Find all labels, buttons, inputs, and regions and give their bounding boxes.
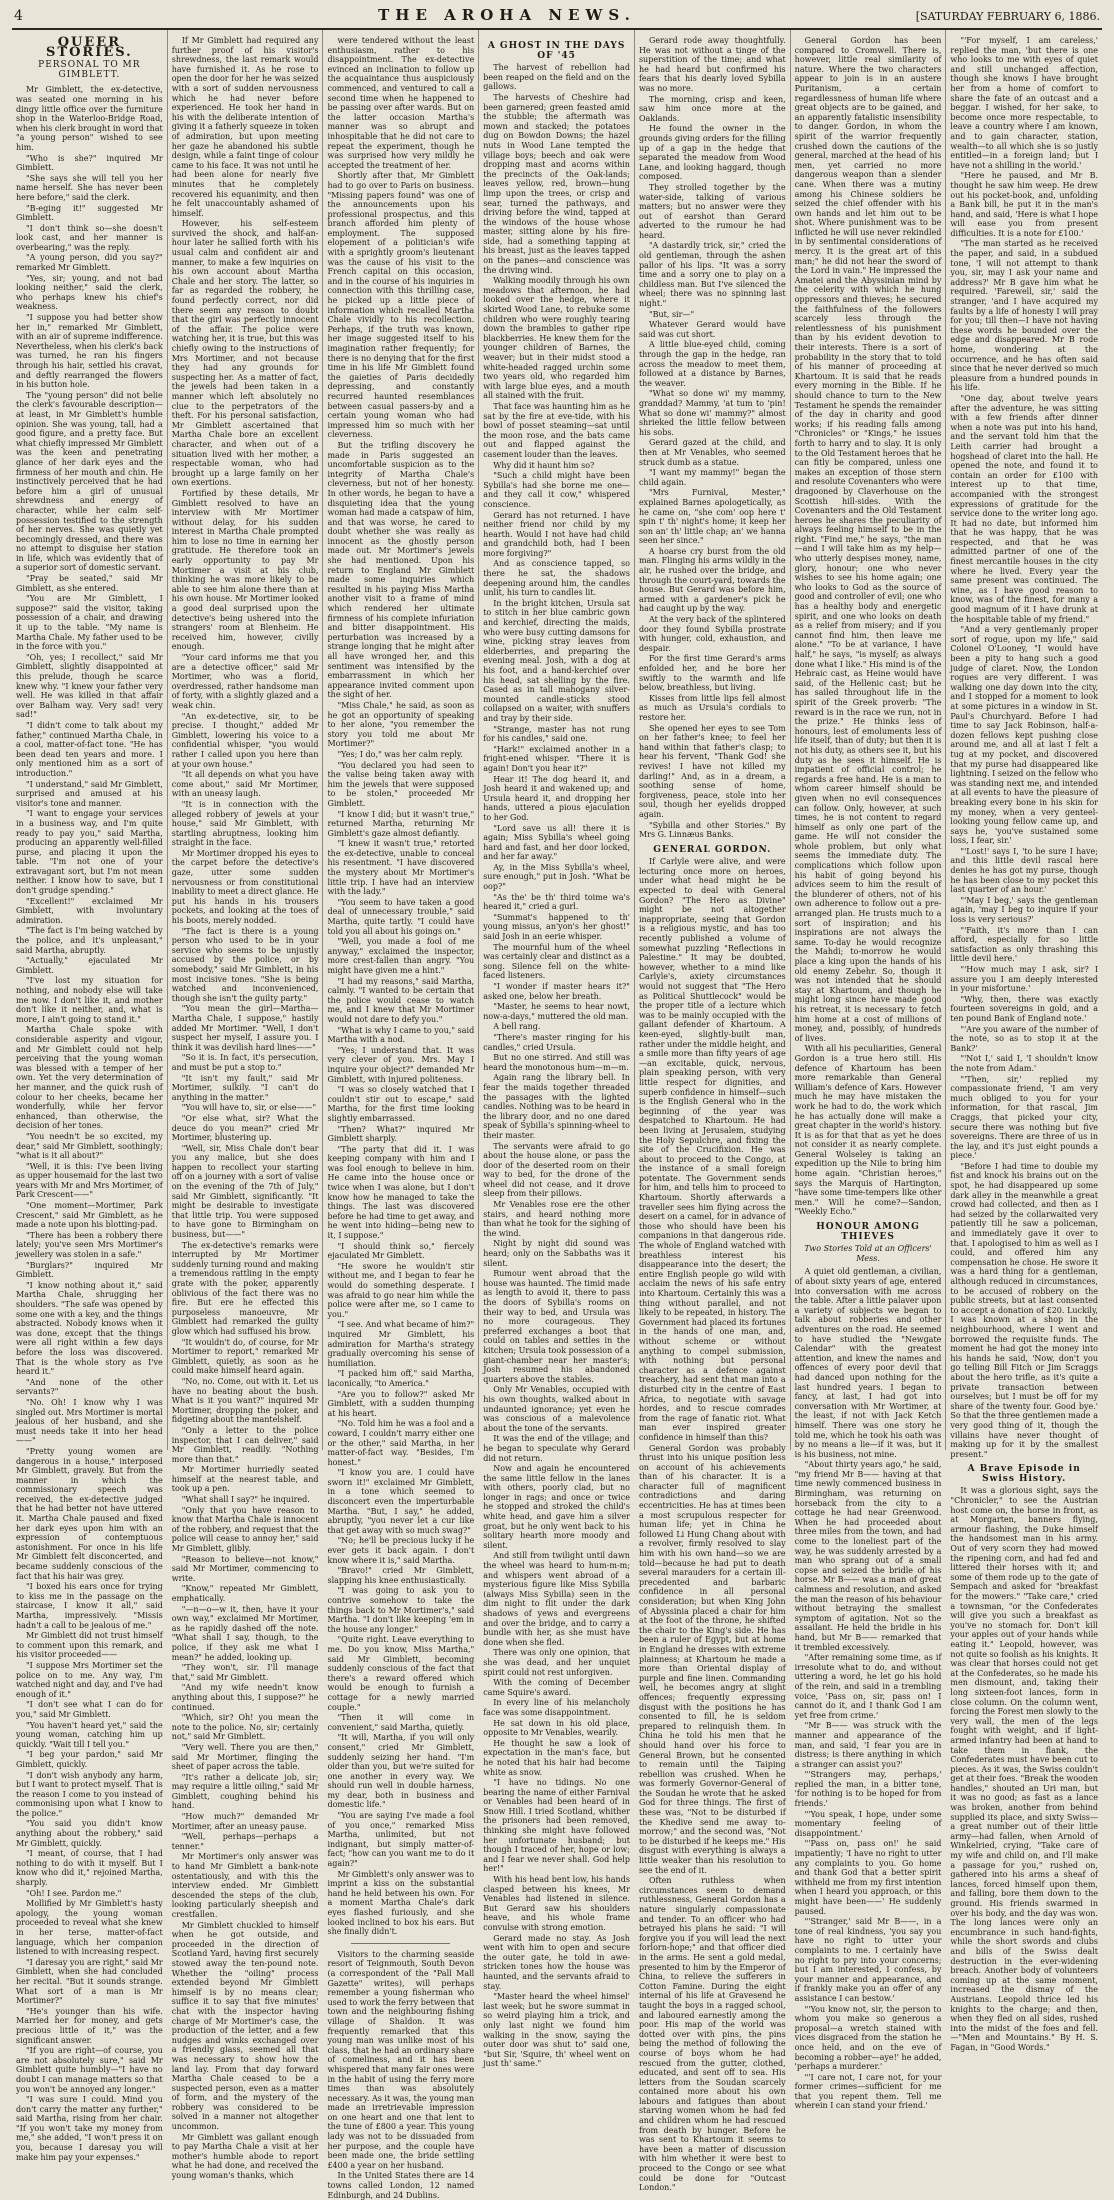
- paragraph: "An ex-detective, sir, to be precise. I thought," added Mr Gimblett, lowering his voice to a confidential whisper, "you would rather I called upon you here than at your own house.": [171, 711, 319, 769]
- paragraph: Mr Mortimer hurriedly seated himself at the nearest table, and took up a pen.: [171, 1465, 319, 1494]
- paragraph: With his head bent low, his hands clasped between his knees, Mr Venables had listened in silence. But Gerard saw his shoulders heave, and his whole frame convulse with strong emotion.: [483, 1875, 630, 1932]
- paragraph: "B-eging it!" suggested Mr Gimblett.: [16, 203, 163, 223]
- paragraph: "He's younger than his wife. Married her for money, and gets precious little of it," was the significant answer.: [16, 2006, 163, 2045]
- paragraph: "Miss Chale," he said, as soon as he got an opportunity of speaking to her alone, "you remember the story you told me about Mr Mortimer?": [327, 700, 475, 749]
- paragraph: "It's rather a delicate job, sir; may require a little oiling," said Mr Gimblett, coughing behind his hand.: [171, 1772, 319, 1811]
- paragraph: "I boxed his ears once for trying to kiss me in the passage on the staircase, I know it all," said Martha, impressively. "Missis hadn't a call to be jealous of me.": [16, 1582, 163, 1630]
- paragraph: "Well, it is this: I've been living as upper housemaid for the last two years with Mr and Mrs Mortimer, of Park Crescent——": [16, 1161, 163, 1200]
- paragraph: "Yes; I do," was her calm reply.: [337, 749, 463, 759]
- paragraph: Hear it! The dog heard it, and Josh heard it and wakened up; and Ursula heard it, and dropping her hands, uttered a pious ejaculation to her God.: [483, 774, 630, 822]
- paragraph: With all his peculiarities, General Gordon is a true hero still. His defence of Khartoum has been more remarkable than General William's defence of Kars. However much he may have mistaken the work he had to do, the work which he has actually done will make a great chapter in the world's history. It is as for that that as yet he does not consider it as nearly complete. General Wolseley is taking an expedition up the Nile to bring him home again. "Christian heroes," says the Marquis of Hartington, "have some time-tempers like other men." Will he come?—Sandon, "Weekly Echo.": [794, 1044, 942, 1217]
- paragraph: "I was going to ask you to contrive somehow to take the things back to Mr Mortimer's," said Martha. "I don't like keeping 'em in the house any longer.": [327, 1586, 475, 1634]
- paragraph: "Sybilla and other Stories." By Mrs G. Linnæus Banks.: [638, 820, 786, 840]
- paragraph: It was the end of the village; and he began to speculate why Gerard did not return.: [483, 1434, 630, 1463]
- paragraph: "'Stranger,' said Mr B——, in a tone of real kindness, 'you say you have no right to utter your complaints to me. I certainly have no right to pry into your concerns; but I am interested, I confess, by your manner and appearance, and if frankly make you an offer of any assistance I can bestow.': [794, 1917, 942, 2003]
- paragraph: "—n—o—w it, then, have it your own way," exclaimed Mr Mortimer, as he rapidly dashed off the note. "What shall I say, though, to the police, if they ask me what I mean?" he added, looking up.: [171, 1604, 319, 1662]
- paragraph: "It all depends on what you have come about," said Mr Mortimer, with an uneasy laugh.: [171, 770, 319, 799]
- paragraph: "'May I beg,' says the gentleman again, 'may I beg to inquire if your loss is very serious?': [950, 895, 1098, 925]
- paragraph: "The fact is there is a young person who used to be in your service who seems to be unjustly accused by the police, or by somebody," said Mr Gimblett, in his most incisive tones. "She is being watched and inconvenienced, though she isn't the guilty party.": [171, 926, 319, 1003]
- paragraph: "No. Told him he was a fool and a coward, I couldn't marry either one or the other," said Martha, in her matter-of-fact way. "Besides, I'm honest.": [327, 1419, 475, 1467]
- paragraph: "If you are right—of course, you are not absolutely sure," said Mr Gimblett quite humbly—"I have no doubt I can manage matters so that you won't be annoyed any longer.": [16, 2046, 163, 2094]
- paragraph: "Well, sir, Miss Chale don't bear you any malice, but she does happen to recollect your starting off on a journey with a sort of valise on the evening of the 7th of July," said Mr Gimblett, significantly. "It might be desirable to investigate that little trip. You were supposed to have gone to Birmingham on business, but——": [171, 1143, 319, 1240]
- paragraph: "I suppose Mrs Mortimer set the police on to me. Any way, I'm watched night and day, and I've had enough of it.": [16, 1660, 163, 1699]
- paragraph: "The party that did it. I was keeping company with him and I was fool enough to believe in him. He came into the house once or twice when I was alone, but I don't know how he managed to take the things. The last was discovered before he had time to get away, and he went into hiding—being new to it, I suppose.": [327, 1144, 475, 1241]
- paragraph: "You needn't be so excited, my dear," said Mr Gimblett, soothingly; "what is it all about?": [16, 1131, 163, 1161]
- paragraph: "'You know not, sir, the person to whom you make so generous a proposal—a wretch stained with vices disgraced from the station he once held, and on the eve of becoming a robber—aye!' he added, 'perhaps a murderer.': [794, 2004, 942, 2072]
- paragraph: "You declared you had seen to the valise being taken away with him the jewels that were supposed to be stolen," proceeded Mr Gimblett.: [327, 760, 475, 808]
- paragraph: "I beg your pardon," said Mr Gimblett, quickly.: [16, 1750, 163, 1769]
- paragraph: "You seem to have taken a good deal of unnecessary trouble," said Martha, quite tartly. "I could have told you all about his goings on.": [327, 897, 475, 936]
- column-4: [479, 30, 635, 2069]
- paragraph: "I suppose you had better show her in," remarked Mr Gimblett, with an air of supreme indifference. Nevertheless, when his clerk's back was turned, he ran his fingers through his hair, settled his cravat, and deftly rearranged the flowers in his button hole.: [16, 313, 163, 390]
- paragraph: A bell rang.: [493, 1022, 541, 1032]
- paragraph: "What shall I say?" he inquired.: [181, 1495, 310, 1505]
- paragraph: At the very back of the splintered door they found Sybilla prostrate with hunger, cold, exhaustion, and despair.: [638, 615, 786, 653]
- paragraph: "I meant, of course, that I had nothing to do with it myself. But I know who did it," rejoined Martha, sharply.: [16, 1849, 163, 1888]
- paragraph: "'Faith, it's more than I can afford, especially for so little satisfaction as only thrashing this little devil here.': [950, 925, 1098, 964]
- paragraph: The harvests of Cheshire had been garnered; green feasted amid the stubble; the aftermath was mown and stacked; the potatoes dug on Bowdon Downs; the hazel nuts in Wood Lane tempted the village boys; beech and oak were dropping mast and acorns within the precincts of the Oak-lands; leaves yellow, red, brown—hung limp upon the trees, or crisp and sear, turned the pathways, and driving before the wind, tapped at the windows of the house whose master, sitting alone by his fire-side, had a something tapping at his breast, just as the leaves tapped on the panes—and conscience was the driving wind.: [483, 92, 630, 275]
- paragraph: "Then it will come in convenient," said Martha, quietly.: [327, 1713, 475, 1732]
- paragraph: "Mrs Furnival, Mester," explained Barnes apologetically, as he came on, "she com' oop here t' spin t' th' night's home; it keep her son an' th' little chap; an' we hanna seen her since.": [638, 488, 786, 546]
- paragraph: "Here he paused, and Mr B. thought he saw him weep. He drew out his pocket-book, and, unfolding a Bank bill, he put it in the man's hand, and said, 'Here is what I hope will ease you from present difficulties. It is a note for £100.': [950, 171, 1098, 238]
- paragraph: In the bright kitchen, Ursula sat to stitch in her blue cambric gown and kerchief, directing the maids, who were busy cutting damsons for wine, picking stray leaves from elderberries, and preparing the evening meal. Josh, with a dog at his foot, and a hand-kerchief over his head, sat shelling by the fire. Cased as in tall mahogany silver-mounted candle-sticks stood collapsed on a waiter, with snuffers and tray by their side.: [483, 598, 630, 723]
- paragraph: "Very well. There you are then," said Mr Mortimer, flinging the sheet of paper across the table.: [171, 1742, 319, 1772]
- paragraph: Why did it haunt him so?: [493, 460, 595, 470]
- paragraph: "Yes, sir; young, and not bad looking neither," said the clerk, who perhaps knew his chief's weakness.: [16, 273, 163, 312]
- paragraph: "One day, about twelve years after the adventure, he was sitting with a few friends after dinner when a note was put into his hand, and the servant told him that the Leith carrier had brought a hogshead of claret into the hall. He opened the note, and found it to contain an order for £100 with interest up to that time, accompanied with the strongest expressions of gratitude for the service done to the writer long ago. It had no date, but informed him that he was happy, that he was respected, and that he was admitted partner of one of the finest mercantile houses in the city where he lived. Every year the same present was continued. The wine, as I have good reason to know, was of the finest, for many a good magnum of it I have drunk at the hospitable table of my friend.": [950, 393, 1098, 624]
- paragraph: General Gordon was probably thrust into his unique position less on account of his achievements than of his character. It is a character full of magnificent contradictions and daring eccentricities. He has at times been a most scrupulous respecter for human life; yet in China he followed Li Hung Chang about with a revolver, firmly resolved to slay him with his own hand—so we are told—because he had put to death several marauders for a certain ill-precedented and barbaric confidence in all personal consideration; but when King John of Abyssinia placed a chair for him at the foot of the throne, he shifted the chair to the King's side. He has been a ruler of Egypt, but at home in England he dresses with extreme plainness; at Khartoum he made a more than Oriental display of purple and fine linen. Commanding well, he becomes angry at slight offences; frequently expressing disgust with the positions he has consented to fill, he is seldom prepared to relinquish them. In China he told his men that he should hand over his force to General Brown, but he consented to remain until the Taiping rebellion was crushed. When he was formerly Governor-General of the Soudan he wrote that he asked God for three things. The first of these was, "Not to be disturbed if the Khedive send me away to-morrow;" and the second was, "Not to be disturbed if he keeps me." His disgust with everything is always a little weaker than his resolution to see the end of it.: [638, 1443, 786, 1875]
- paragraph: "Oh, yes; I recollect," said Mr Gimblett, slightly disappointed at this prelude, though he scarce knew why. "I knew your father very well. He was killed in that affair over Balham way. Very sad! very sad!": [16, 652, 163, 720]
- paragraph: "As the' be th' third toime wa's heared it," cried a gurl.: [483, 892, 630, 912]
- paragraph: Only Mr Venables, occupied with his own thoughts, walked about in undaunted ignorance; yet even he was conscious of a malevolence about the tone of the servants.: [483, 1385, 630, 1433]
- paragraph: "I had my reasons," said Martha, calmly. "I wanted to be certain that the police would cease to watch me, and I knew that Mr Mortimer would not dare to defy you.": [327, 976, 475, 1024]
- paragraph: "Only that you have reason to know that Martha Chale is innocent of the robbery, and request that the police will cease to annoy her," said Mr Gimblett, glibly.: [171, 1505, 319, 1554]
- paragraph: "I don't wish anybody any harm, but I want to protect myself. That is the reason I come to you instead of commonising upon what I know to the police.": [16, 1770, 163, 1818]
- paragraph: "'I care not, I care not, for your former crimes—sufficient for me that you repent them. Tell me wherein I can stand your friend.': [794, 2072, 942, 2111]
- paragraph: "It will, Martha, if you will only consent," cried Mr Gimblett, suddenly seizing her hand. "I'm older than you, but we're suited for one another in every way. We should run well in double harness, my dear, both in business and domestic life.": [327, 1733, 475, 1810]
- paragraph: "I packed him off," said Martha, laconically, "to America.": [327, 1369, 475, 1388]
- paragraph: "Well, you made a fool of me anyway," exclaimed the inspector, more crest-fallen than angry. "You might have given me a hint.": [327, 937, 475, 975]
- paragraph: "There's master ringing for his candles," cried Ursula.: [483, 1032, 630, 1052]
- paragraph: "I want to engage your services in a business way, and I'm quite ready to pay you," said Martha, producing an apparently well-filled purse, and placing it upon the table. "I'm not one of your extravagant sort, but I'm not mean neither. I know how to save, but I don't grudge spending.": [16, 809, 163, 896]
- paragraph: Gerard has not returned. I have neither friend nor child by my hearth. Would I not have had child and grandchild both, had I been more forgiving?": [483, 510, 630, 558]
- paragraph: "I have no tidings. No one bearing the name of either Farnival or Venables had been heard of in Snow Hill. I tried Scotland, whither the prisoners had been removed, thinking she might have followed her unfortunate husband; but though I traced of her, hope or low; and I fear we never shall. God help her!": [483, 1778, 630, 1874]
- issue-date: [SATURDAY FEBRUARY 6, 1886.: [915, 10, 1100, 23]
- paragraph: "I know I did; but it wasn't true," returned Martha, returning Mr Gimblett's gaze almost defiantly.: [327, 809, 475, 838]
- paragraph: "Summat's happened to th' young missus, an'yon's her ghost!" said Josh in an eerie whisper.: [483, 912, 630, 942]
- paragraph: "You will have to, sir, or else——": [181, 1103, 317, 1113]
- paragraph: "Well, perhaps—perhaps a tenner.": [171, 1832, 319, 1851]
- article-heading: QUEER STORIES.: [46, 35, 133, 60]
- article-heading: PERSONAL TO MR GIMBLETT.: [38, 60, 141, 80]
- paragraph: "You haven't heard yet," said the young woman, catching him up quickly. "Wait till I tell you.": [16, 1720, 163, 1749]
- paragraph: Rumour went abroad that the house was haunted. The timid made as length to avoid it, there to pass the doors of Sybilla's rooms on their way to bed, and Ursula was no more courageous. They preferred exchanges a boot that could on tables and settles in the kitchen; Ursula took possession of a giant-chamber near her master's; Josh resumed his abandoned quarters above the stables.: [483, 1269, 630, 1384]
- paragraph: The morning, crisp and keen, saw him once more at the Oaklands.: [638, 94, 786, 123]
- paragraph: "'You speak, I hope, under some momentary feeling of disappointment.': [794, 1809, 942, 1838]
- paragraph: "The man started as he received the paper, and said, in a subdued tone, 'I will not attempt to thank you, sir, may I ask your name and address?' Mr B gave him what he required. 'Farewell, sir,' said the stranger, 'and I have acquired my faults by a life of honesty I will pray for you; till then—I have not having these words he bounded over the edge and disappeared. Mr B rode home, wondering at the occurrence, and he has often said since that he never derived so much pleasure from a hundred pounds in his life.: [950, 239, 1098, 393]
- newspaper-title: THE AROHA NEWS.: [378, 6, 636, 24]
- paragraph: Kisses from little lips fell almost as much as Ursula's cordials to restore her.: [638, 693, 786, 722]
- paragraph: "I was sure I could. Mind you don't carry the matter any further," said Martha, rising from her chair. "If you won't take my money from me," she added, "I won't press it on you, because I daresay you will make him pay your expenses.": [16, 2095, 163, 2162]
- paragraph: "Actually," ejaculated Mr Gimblett.: [16, 956, 163, 975]
- column-6: [791, 30, 947, 2111]
- paragraph: Mr Gimblett was gallant enough to pay Martha Chale a visit at her mother's humble abode to report what he had done, and received the young woman's thanks, which: [171, 2132, 319, 2181]
- paragraph: "I want my mammy!" began the child again.: [638, 468, 786, 487]
- paragraph: "'Not I,' said I, 'I shouldn't know the note from Adam.': [950, 1054, 1098, 1073]
- paragraph: "He swore he wouldn't stir without me, and I began to fear he would do something desperate. I was afraid to go near him while the police were after me, so I came to you.": [327, 1261, 475, 1319]
- paragraph: "No. Oh! I know why I was singled out. Mrs Mortimer is mortal jealous of her husband, and she must needs take it into her head——": [16, 1397, 163, 1446]
- paragraph: "Master heard the wheel himsel' last week; but he swore summat in so weird playing him a trick, and only last night we found him walking in the snow, saying the outer door was shut to" said one, "but Sir, 'Squire, th' wheel went on just th' same.": [483, 1992, 630, 2069]
- column-2: [168, 30, 324, 2181]
- article-heading: A GHOST IN THE DAYS OF '45: [487, 41, 626, 61]
- article-subtitle: Two Stories Told at an Officers' Mess.: [804, 1244, 932, 1263]
- paragraph: And as conscience tapped, so there he sat, the shadows deepening around him, the candles unlit, his turn to candles lit.: [483, 559, 630, 598]
- paragraph: "Hark!" exclaimed another in a fright-ened whisper. "There it is again! Don't you hear it?": [483, 744, 630, 773]
- paragraph: "'Then, sir,' replied my compassionate friend, 'I am very much obliged to you for your information, for that rascal, Jim Craggs, that picked your city, secure there was nothing but five sovereigns. There are three of us in the lay, and it's just eight pounds a piece.': [950, 1074, 1098, 1161]
- paragraph: The "young person" did not belie the clerk's favourable description—at least, in Mr Gimblett's humble opinion. She was young, tall, had a good figure, and a pretty face. But what chiefly impressed Mr Gimblett was the keen and penetrating glance of her dark eyes and the firmness of her mouth and chin. He instinctively perceived that he had before him a girl of unusual shrewdness and energy of character, while her calm self-possession testified to the strength of her nerves. She was quietly yet becomingly dressed, and there was no attempt to disguise her station in life, which was evidently that of a superior sort of domestic servant.: [16, 390, 163, 573]
- paragraph: "What is why I came to you," said Martha with a nod.: [327, 1025, 475, 1045]
- paragraph: "What so done wi' my mammy, granddad? Mammy, 'at tum to 'pin! What so done wi' mammy?" almost shrieked the little fellow between his sobs.: [638, 389, 786, 437]
- paragraph: "It isn't my fault," said Mr Mortimer, sulkily. "I can't do anything in the matter.": [171, 1073, 319, 1102]
- paragraph: Mr Mortimer's only answer was to hand Mr Gimblett a bank-note ostentatiously, and with this the interview ended. Mr Gimblett descended the steps of the club, looking particularly sheepish and crestfallen.: [171, 1852, 319, 1919]
- paragraph: "And none of the other servants?": [16, 1377, 163, 1397]
- paragraph: Gerard made no stay. As Josh went with him to open and secure the outer gate, he told in awe-stricken tones how the house was haunted, and the servants afraid to stay.: [483, 1933, 630, 1991]
- paragraph: "Master, he seems to hear nowt, now-a-days," muttered the old man.: [483, 1002, 630, 1021]
- paragraph: Often ruthless when circumstances seem to demand ruthlessness, General Gordon has a nature singularly compassionate and tender. To an officer who had betrayed his plans he said: "I will forgive you if you will lead the next forlorn-hope;" and that officer died in the arms. He sent a gold medal, presented to him by the Emperor of China, to relieve the sufferers in Cotton Famine. During the eight internal of his life at Gravesend he taught the boys in a ragged school, and laboured earnestly among the poor. His map of the world was dotted over with pins, the pins being the method of following the course of boys whom he had rescued from the gutter, clothed, educated, and sent off to sea. His letters from the Soudan scarcely contained more about his own labours and fatigues than about starving women whom he had fed and children whom he had rescued from death by hunger. Before he was sent to Khartoum it seems to have been a matter of discussion with him whether it were best to proceed to the Congo or see what could be done for "Outcast London.": [638, 1876, 786, 2193]
- paragraph: "I don't think so—she doesn't look cast, and her manner is overbearing," was the reply.: [16, 223, 163, 252]
- paragraph: Fortified by these details, Mr Gimblett resolved to have an interview with Mr Mortimer without delay, for his sudden interest in Martha Chale prompted him to lose no time in earning her gratitude. He therefore took an early opportunity to pay Mr Mortimer a visit at his club, thinking he was more likely to be able to see him alone there than at his own house. Mr Mortimer looked a good deal surprised upon the detective's being ushered into the strangers' room at Blenheim. He received him, however, civilly enough.: [171, 488, 319, 652]
- paragraph: The mournful hum of the wheel was certainly clear and distinct as a song. Silence fell on the white-faced listeners.: [483, 942, 630, 981]
- paragraph: "Your card informs me that you are a detective officer," said Mr Mortimer, who was a florid, overdressed, rather handsome man of forty, with a slightly glazed and a weak chin.: [171, 653, 319, 710]
- column-5: [635, 30, 791, 2193]
- paragraph: "Mr B—— was struck with the manner and appearance of the man, and said, 'I fear you are in distress; is there anything in which a stranger can assist you?': [794, 1721, 942, 1769]
- paragraph: Mr Mortimer dropped his eyes to the carpet before the detective's gaze, utter some sudden nervousness or from constitutional inability to meet a direct glance. He put his hands in his trousers pockets, and looking at the toes of his boots, merely nodded.: [171, 848, 319, 926]
- paragraph: "Excellent!" exclaimed Mr Gimblett, with involuntary admiration.: [16, 896, 163, 925]
- paragraph: Mr Gimblett's only answer was to imprint a kiss on the substantial hand he held between his own. For a moment Martha Chale's dark eyes flashed furiously, and she looked inclined to box his ears. But she finally didn't.: [327, 1869, 475, 1937]
- paragraph: General Gordon has been compared to Cromwell. There is, however, little real similarity of nature. Where the two characters appear to join is in an austere Puritanism, a certain regardlessness of human life where great objects are to be gained, and an apparently fatalistic insensibility to danger. Gordon, in whom the spirit of the warrior frequently crushed down the cautions of the general, marched at the head of his men, yet carried no more dangerous weapon than a slender cane. When there was a mutiny among his Chinese soldiers he seized the chief offender with his own hands and let him out to be shot. Where punishment was to be inflicted he will use never rekindled in by sentimental considerations of mercy. It is the great art of this man;" he did not hear the sword of the Lord in vain." He impressed the Amatei and the Abyssinian mind by the celerity with which he hung oppressors and thieves; he secured the faithfulness of the followers scarcely less through the relentlessness of his punishment than by his evident devotion to their interests. There is a sort of probability in the story that to told of his manner of proceeding at Khartoum. It is said that he reads every morning in the Bible. If he should chance to turn to the New Testament he spends the remainder of the day in charity and good works; if his reading falls among "Chronicles" or "Kings," he issues forth to harry and to slay. It is only to the Old Testament heroes that he can fitly be compared, unless one makes an exception of those stern and resolute Covenanters who were dragooned by Claverhouse on the Scottish hill-sides. With the Covenanters and the Old Testament heroes he shares the peculiarity of always feeling himself to be in the right. "Find me," he says, "the man—and I will take him as my help—who utterly despises money, name, glory, honour; one who never wishes to see his home again; one who looks to God as the source of good and controller of evil; one who has a healthy body and energetic spirit, and one who looks on death as a relief from misery; and if you cannot find him, then leave me alone." "To be at variance, I have half," he says, "is myself; as always done what I like." His mind is of the Hebraic cast, as Heine would have said, of the Hellenic cast; but he has sailed throughout life in the spirit of the Greek proverb: "The reward is in the race we run, not in the prize." He thinks less of honours, lest of emoluments less of life itself, than of duty; but then it is not his duty, as others see it, but his duty as he sees it himself. He is impatient of official control; he regards a free hand. He is a man to whom career himself should be given when no evil consequences can follow. Only, however, at such times, he is not content to regard himself as only one part of the game. He will not consider the whole problem, but only what seems the immediate duty. The complications which follow upon his habit of going beyond his advices seem to him the result of the blunderer of others, not of his own adherence to follow out a pre-arranged plan. He trusts much to a sort of inspiration; and his inspirations are not always the same. To-day he would recognize the Mahdi; to-morrow he would place a king upon the hands of his old enemy Zebehr. So, though it was not intended that he should stay at Khartoum, and though he might long since have made good his retreat, it is necessary to fetch him home at a cost of millions of money, and, possibly, of hundreds of lives.: [794, 36, 942, 1043]
- paragraph: Gerard rode away thoughtfully. He was not without a tinge of the superstition of the time; and what he had heard but confirmed his fears that his dearly loved Sybilla was no more.: [638, 36, 786, 93]
- paragraph: "I know you are. I could have sworn it!" exclaimed Mr Gimblett, in a tone which seemed to disconcert even the imperturbable Martha. "But, I say," he added, abruptly, "you never let a cur like that get away with so much swag?": [327, 1468, 475, 1535]
- paragraph: He thought he saw a look of expectation in the man's face, but he noted that his hair had become white as snow.: [483, 1738, 630, 1777]
- paragraph: Now and again he encountered the same little fellow in the lanes with others, poorly clad, but no longer in rags; and once or twice he stopped and stroked the child's white head, and gave him a silver groat, but he only went back to his solitary hearth more moody and silent.: [483, 1464, 630, 1550]
- paragraph: "You mean the girl—Martha—Martha Chale, I suppose," hastily added Mr Mortimer. "Well, I don't suspect her myself, I assure you. I think it was devilish hard lines——": [171, 1004, 319, 1052]
- page-number: 4: [14, 8, 23, 24]
- paragraph: "But, sir—": [648, 309, 695, 319]
- paragraph: He sat down in his old place, opposite to Mr Venables, wearily.: [483, 1718, 630, 1738]
- paragraph: "Lord save us all! there it is again; Miss Sybilla's wheel going hard and fast, and her door locked, and her far away.": [483, 823, 630, 862]
- paragraph: The harvest of rebellion had been reaped on the field and on the gallows.: [483, 63, 630, 92]
- masthead: [12, 4, 1102, 30]
- paragraph: "How much?" demanded Mr Mortimer, after an uneasy pause.: [171, 1812, 319, 1831]
- paragraph: "Strange, master has not rung for his candles," said one.: [483, 724, 630, 744]
- paragraph: "You said you didn't know anything about the robbery," said Mr Gimblett, quickly.: [16, 1819, 163, 1848]
- paragraph: were tendered without the least enthusiasm, rather to his disappointment. The ex-detective evinced an inclination to follow up the acquaintance thus auspiciously commenced, and ventured to call a second time when he happened to be passing over after wards. But on the latter occasion Martha's manner was so abrupt and inhospitable that he did not care to repeat the experiment, though he was surprised how very mildly he accepted the treatment of her.: [327, 36, 475, 170]
- column-1: [12, 30, 168, 2162]
- paragraph: "'Are you aware of the number of the note, so as to stop it at the Bank?': [950, 1024, 1098, 1053]
- paragraph: "Which, sir? Oh! you mean the note to the police. No, sir; certainly not," said Mr Gimblett.: [171, 1713, 319, 1742]
- paragraph: And still from twilight until dawn the wheel was heard to hum-m-m; and whispers went abroad of a mysterious figure like Miss Sybilla (always Miss Sybilla) seen in the dim night to flit under the dark shadows of yews and evergreens and over the bridge, and to carry a bundle with her, as she must have done when she fled.: [483, 1551, 630, 1647]
- paragraph: That face was haunting him as he sat by the fire at eve-tide, with his bowl of posset steaming—sat until the moon rose, and the bats came out and flapped against the casement louder than the leaves.: [483, 401, 630, 459]
- paragraph: "She says she will tell you her name herself. She has never been here before," said the clerk.: [16, 173, 163, 202]
- paragraph: Night by night did sound was heard; only on the Sabbaths was it silent.: [483, 1239, 630, 1268]
- paragraph: "And my wife needn't know anything about this, I suppose?" he continued.: [171, 1683, 319, 1712]
- paragraph: "Why, then, there was exactly fourteen sovereigns in gold, and a ten pound Bank of England note.': [950, 994, 1098, 1023]
- paragraph: Walking moodily through his own meadows that afternoon, he had looked over the hedge, where it skirted Wood Lane, to rebuke some children who were roughly tearing down the brambles to gather ripe blackberries. He knew them for the younger children of Barnes, the weaver; but in their midst stood a white-headed ragged urchin some two years old, who regarded him with large blue eyes, and a mouth all stained with the fruit.: [483, 276, 630, 401]
- paragraph: She opened her eyes to see Tom on her father's knee; to feel her hand within that father's clasp; to hear his fervent, "Thank God! she revives! I have not killed my darling!" And, as in a dream, a soothing sense of home, forgiveness, peace, stole into her soul, though her eyelids dropped again.: [638, 723, 786, 819]
- paragraph: "No; he'll be precious lucky if he ever gets it back again. I don't know where it is," said Martha.: [327, 1536, 475, 1565]
- paragraph: A quiet old gentleman, a civilian, of about sixty years of age, entered into conversation with me across the table. After a little palaver upon a variety of subjects we began to talk about robberies and other adventures on the road. He seemed to have studied the "Newgate Calendar" with the greatest attention, and knew the names and offences of every poor devil that had danced upon nothing for the last hundred years. I began to fancy, at last, I had got into conversation with Mr Wortimer, at the least, if not with Jack Ketch himself. There was one story he told me, which he took his oath was by no means a lie—if it was, but it is his business, not mine.: [794, 1267, 942, 1459]
- paragraph: The ex-detective's remarks were interrupted by Mr Mortimer suddenly turning round and making a tremendous rattling in the empty grate with the poker, apparently oblivious of the fact there was no fire. But ere he effected this purposeless manoeuvre, Mr Gimblett had remarked the guilty glow which had suffused his brow.: [171, 1240, 319, 1336]
- paragraph: They strolled together by the water-side, talking of various matters; but no answer were they out of earshot than Gerard adverted to the rumour he had heard.: [638, 182, 786, 240]
- column-3: [323, 30, 479, 2200]
- paragraph: Mr Gimblett chuckled to himself when he got outside, and proceeded in the direction of Scotland Yard, having first securely stowed away the ten-pound note. Whether the "oiling" process extended beyond Mr Gimblett himself is by no means clear; suffice it to say that five minutes' chat with the inspector having charge of Mr Mortimer's case, the production of the letter, and a few nudges and winks exchanged over a friendly glass, seemed all that was necessary to show how the land lay. From that day forward Martha Chale ceased to be a suspected person, even as a matter of form, and the mystery of the robbery was considered to be solved in a manner not altogether uncommon.: [171, 1920, 319, 2132]
- paragraph: "'Strangers may, perhaps,' replied the man, in a bitter tone, 'for nothing is to be hoped for from friends.': [794, 1770, 942, 1809]
- paragraph: "I daresay you are right," said Mr Gimblett, when she had concluded her recital. "But it sounds strange. What sort of a man is Mr Mortimer?": [16, 1957, 163, 2006]
- paragraph: "I've lost my situation for nothing, and nobody else will take me now. I don't like it, and mother don't like it neither, and, what is more, I ain't going to stand it.": [16, 976, 163, 1024]
- paragraph: Ay, in the Miss Sybilla's wheel, sure enough," put in Josh. "What be oop?": [483, 862, 630, 892]
- paragraph: "Only a letter to the police inspector, that I can deliver," said Mr Gimblett, readily. "Nothing more than that.": [171, 1425, 319, 1464]
- paragraph: "And a very gentlemanly proper sort of rogue, upon my life," said Colonel O'Looney, "I would have been a pity to hang such a good judge of claret. Now, the London rogues are very different. I was walking one day down into the city, and I stopped for a moment to look at some pictures in a window in St. Paul's Churchyard. Before I had time to say Jack Robinson, half-a-dozen fellows kept pushing close around me, and all at last I felt a tug at my pocket, and discovered that my purse had disappeared like lightning. I seized on the fellow who was standing next me, and intended at all events to have the pleasure of breaking every bone in his skin for my money, when a very genteel-looking young fellow came up, and says he, 'you've sustained some loss, I fear, sir.': [950, 625, 1098, 846]
- paragraph: "About thirty years ago," he said, "my friend Mr B—— having at that time newly commenced business in Birmingham, was returning on horseback from the city to a cottage he had near Greenwood. When he had proceeded about three miles from the town, and had come to the loneliest part of the way, he was suddenly arrested by a man who sprang out of a small copse and seized the bridle of his horse. Mr B—— was a man of great calmness and resolution, and asked the man the reason of his behaviour without betraying the smallest symptom of agitation. Not so the assailant. He held the bridle in his hand, but Mr B—— remarked that it trembled excessively.: [794, 1460, 942, 1652]
- paragraph: "It wouldn't do, of course, for Mr Mortimer to report," remarked Mr Gimblett, quietly, as soon as he could make himself heard again.: [171, 1337, 319, 1376]
- article-heading: HONOUR AMONG THIEVES: [816, 1222, 920, 1242]
- paragraph: "A dastardly trick, sir," cried the old gentleman, through the ashen pallor of his lips. "It was a sorry time and a sorry one to play on a childless man. But I've silenced the wheel; there was no spinning last night.": [638, 241, 786, 309]
- paragraph: "I didn't come to talk about my father," continued Martha Chale, in a cool, matter-of-fact tone. "He has been dead ten years and more. I only mentioned him as a sort of introduction.": [16, 720, 163, 778]
- paragraph: "Oh! I see. Pardon me.": [26, 1888, 122, 1898]
- paragraph: "Reason to believe—not know," said Mr Mortimer, commencing to write.: [171, 1554, 319, 1583]
- paragraph: Again rang the library bell. In fear the maids together threaded the passages with the lighted candles. Nothing was to be heard in the library door, and no one dared speak of Sybilla's spinning-wheel to their master.: [483, 1073, 630, 1140]
- paragraph: "I know nothing about it," said Martha Chale, shrugging her shoulders. "The safe was opened by some one with a key, and the things abstracted. Nobody knows when it was done, except that the things were all right within a few days before the loss was discovered. That is the whole story as I've heard it.": [16, 1280, 163, 1377]
- paragraph: "Know," repeated Mr Gimblett, emphatically.: [171, 1584, 319, 1603]
- paragraph: But the trifling discovery he made in Paris suggested an uncomfortable suspicion as to the integrity of Martha Chale's cleverness, but not of her honesty. In other words, he began to have a disquieting idea that the young woman had made a catspaw of him, and that was worse, he cared to doubt whether she was really as innocent as the ghostly person made out. Mr Mortimer's jewels she had mentioned. Upon his return to England Mr Gimblett made some inquiries which resulted in his paying Miss Martha another visit to a frame of mind which rendered her ultimate firmness of his complete infuriation and bitter disappointment. His perturbation was increased by a strange longing that he might after all have wronged her, and this sentiment was intensified by the embarrassment in which her appearance invited comment upon the sight of her.: [327, 440, 475, 700]
- paragraph: "Or else what, sir? What the deuce do you mean?" cried Mr Mortimer, blustering up.: [171, 1113, 319, 1143]
- paragraph: "After remaining some time, as if irresolute what to do, and without uttering a word, he let go his hold of the rein, and said in a trembling voice, 'Pass on, sir, pass on! I cannot do it, and I thank God I am yet free from crime.': [794, 1653, 942, 1720]
- paragraph: "You are saying I've made a fool of you once," remarked Miss Martha, unlimited, but not indignant, but simply matter-of-fact; "how can you want me to do it again?": [327, 1811, 475, 1869]
- paragraph: But no one stirred. And still was heard the monotonous hum—m—m.: [483, 1053, 630, 1072]
- paragraph: "There has been a robbery there lately; you've seen Mrs Mortimer's jewellery was stolen in a safe.": [16, 1230, 163, 1260]
- paragraph: He found the owner in the grounds giving orders for the filling up of a gap in the hedge that separated the meadow from Wood Lane, and looking haggard, though composed.: [638, 124, 786, 182]
- paragraph: "Are you to follow?" asked Mr Gimblett, with a sudden thumping at his heart.: [327, 1389, 475, 1418]
- paragraph: Whatever Gerard would have said was cut short.: [638, 320, 786, 339]
- paragraph: There was only one opinion, that she was dead, and her unquiet spirit could not rest unforgiven.: [483, 1648, 630, 1677]
- paragraph: Visitors to the charming seaside resort of Teignmouth, South Devon (a correspondent of the "Pall Mall Gazette" writes), will perhaps remember a young fisherman who used to work the ferry between that town and the neighbouring fishing village of Shaldon. It was frequently remarked that this young man was unlike most of his class, that he had an ordinary share of comeliness, and it has been whispered that many fair ones were in the habit of using the ferry more times than was absolutely necessary. As it was, the young man made an irretrievable impression on one heart and one that lent to the tune of £800 a year. This young lady was not to be dissuaded from her purpose, and the couple have been made one, the bride settling £400 a year on her husband.: [327, 1949, 475, 2170]
- paragraph: "So it is. In fact, it's persecution, and must be put a stop to.": [171, 1053, 319, 1072]
- paragraph: "Pray be seated," said Mr Gimblett, as she entered.: [16, 574, 163, 593]
- paragraph: "Before I had time to double my fist and knock his brains out on the spot, he had disappeared up some dark alley in the meanwhile a great crowd had collected, and then as I had seized by the collarwaited very patiently till he saw a policeman, and immediately gave it over to that. I apologised to him as well as I could, and offered him any compensation he chose. He swore it was a hard thing for a gentleman, although reduced in circumstances, to be accused of robbery on the public streets, but at last consented to accept a donation of £20. Luckily, I was known at a shop in the neighbourhood, where I went and borrowed the requisite funds. The moment he had got the money into his hands he said, 'Now, don't you go telling Bill Fitch or Jim Scraggs about the hero trifle, as it's quite a private transaction between ourselves; but I must be off for my share of the twenty four. Good bye.' So that the three gentlemen made a very good thing of it, though the villains have never thought of making up for it by the smallest present.": [950, 1161, 1098, 1459]
- paragraph: "Then? What?" inquired Mr Gimblett sharply.: [327, 1124, 475, 1144]
- paragraph: It was a glorious sight, says the "Chronicler," to see the Austrian host come on, the horse in front, as at Morgarten, banners flying, armour flashing, the Duke himself the handsomest man in his army. Out of very scorn they had mowed the ripening corn, and had fed and littered their horses with it; and some of them rode up to the gate of Sempach and asked for "breakfast for the mowers." "Take care," cried a townsman, "or the Confederates will give you such a breakfast as you've no stomach for. Don't kill your apples out of your hands while eating it." Leopold, however, was not quite so foolish as his knights. It was clear that horses could not get at the Confederates, so he made his men dismount, and, taking their long sixteen-foot lances, form in close column. On the column went, forcing the Forest men slowly to the very wall, the men of the legs fought with weight, and if light-armed infantry had been at hand to take them in flank, the Confederates must have been cut to pieces. As it was, the Swiss couldn't get at their foes. "Break the wooden handles," shouted an Uri man, but it was no good; as fast as a lance was broken, another from behind supplied its place, and sixty Swiss—a great number out of their little army—had fallen, when Arnold of Winkelried, crying, "Take care of my wife and child on, and I'll make a passage for you," rushed on, gathered into his arms a sheaf of lances, forced himself upon them, and falling, bore them down to the ground. His friends swarmed in over his body, and the day was won. The long lances were only an encumbrance in such hand-fights, while the short swords and clubs and bills of the Swiss dealt destruction in the ever-widening breach. Another body of volunteers coming up at the same moment, increased the dismay of the Austrians. Leopold thrice led his knights to the charge; and then, when they fled on all sides, rushed into the midst of the foes and fell.—"Men and Mountains." By H. S. Fagan, in "Good Words.": [950, 1486, 1098, 2052]
- paragraph: "No, no. Come, out with it. Let us have no beating about the bush. What is it you want?" inquired Mr Mortimer, dropping the poker, and fidgeting about the mantelshelf.: [171, 1376, 319, 1425]
- paragraph: "Bravo!" cried Mr Gimblett, slapping his knee enthusiastically.: [327, 1566, 475, 1585]
- paragraph: Mr Gimblett, the ex-detective, was seated one morning in his dingy little office over the furniture shop in the Waterloo-Bridge Road, when his clerk brought in word that "a young person" wished to see him.: [16, 85, 163, 152]
- paragraph: "Yes; I understand that. It was very clever of you. Mrs. May I inquire your object?" demanded Mr Gimblett, with injured politeness.: [327, 1045, 475, 1084]
- paragraph: "I wonder if master hears it?" asked one, below her breath.: [483, 982, 630, 1001]
- paragraph: "Burglars?" inquired Mr Gimblett.: [16, 1260, 163, 1280]
- article-heading: A Brave Episode in Swiss History.: [967, 1464, 1081, 1484]
- paragraph: If Mr Gimblett had required any further proof of his visitor's shrewdness, the last remark would have furnished it. As he rose to open the door for her he was seized with a sort of sudden nervousness which he had never before experienced. He took her hand in his with the deliberate intention of giving it a fatherly squeeze in token of admiration, but upon meeting her gaze he abandoned his subtle design, while a faint tinge of colour came to his face. It was not until he had been alone for nearly five minutes that he completely recovered his equanimity, and then he felt unaccountably ashamed of himself.: [171, 36, 319, 218]
- paragraph: For the first time Gerard's arms enfolded her, and he bore her swiftly to the warmth and life below, breathless, but living.: [638, 654, 786, 693]
- paragraph: "I don't see what I can do for you," said Mr Gimblett.: [16, 1700, 163, 1719]
- paragraph: A hoarse cry burst from the old man. Flinging his arms wildly in the air, he rushed over the bridge, and through the court-yard, towards the house. But Gerard was before him, armed with a gardener's pick he had caught up by the way.: [638, 546, 786, 614]
- paragraph: The servants were afraid to go about the house alone, or pass the door of the deserted room on their way to bed, for the drone of the wheel did not cease, and it drove sleep from their pillows.: [483, 1141, 630, 1199]
- paragraph: "I was so closely watched that I couldn't stir out to escape," said Martha, for the first time looking slightly embarrassed.: [327, 1085, 475, 1123]
- paragraph: Martha Chale spoke with considerable asperity and vigour, and Mr Gimblett could not help perceiving that the young woman was blessed with a temper of her own. Yet the very determination of her manner, and the quick rush of colour to her cheeks, became her wonderfully, while her fervor enhanced, than otherwise, the decision of her tones.: [16, 1025, 163, 1131]
- paragraph: "Such a child might have been Sybilla's had she borne me one—and they call it cow," whispered conscience.: [483, 471, 630, 509]
- paragraph: Mr Venables rose ere the other stairs, and heard nothing more than what he took for the sighing of the wind.: [483, 1200, 630, 1238]
- paragraph: In the United States there are 14 towns called London, 12 named Edinburgh, and 24 Dublins.: [327, 2171, 475, 2200]
- paragraph: "'Lost!' says I, 'to be sure I have; and this little devil rascal here denies he has got my purse, though he has been close to my pocket this last quarter of an hour.': [950, 846, 1098, 895]
- paragraph: "I see. And what became of him?" inquired Mr Gimblett, his admiration for Martha's strategy gradually overcoming his sense of humiliation.: [327, 1320, 475, 1368]
- paragraph: "I understand," said Mr Gimblett, surprised and amused at his visitor's tone and manner.: [16, 779, 163, 808]
- paragraph: "They won't, sir. I'll manage that," said Mr Gimblett.: [171, 1663, 319, 1682]
- column-7: [946, 30, 1102, 2052]
- article-heading: GENERAL GORDON.: [653, 844, 772, 855]
- paragraph: Mr Gimblett did not trust himself to comment upon this remark, and his visitor proceeded——: [16, 1631, 163, 1660]
- paragraph: A little blue-eyed child, coming through the gap in the hedge, ran across the meadow to meet them, followed at a distance by Barnes, the weaver.: [638, 340, 786, 388]
- paragraph: If Carlyle were alive, and were lecturing once more on heroes, under what head might he be expected to deal with General Gordon? "The Hero as Divine" might be not altogether inappropriate, seeing that Gordon is a religious mystic, and has too recently published a volume of somewhat puzzling "Reflections in Palestine." It may be doubted, however, whether to a mind like Carlyle's, axiety circumstances would not suggest that "The Hero as Political Shuttlecock" would be the proper title of a lecture which was to be mainly occupied with the gallant defender of Khartoum. A keen-eyed, slightly-built man, rather under the middle height, and a smile more than fifty years of age—an excitable, quick, nervous, plain speaking person, with very little respect for dignities, and superb confidence in himself—such is the English General who in the beginning of the year was despatched to Khartoum. He had been living at Jerusalem, studying the Holy Sepulchre, and fixing the site of the Crucifixion. He was about to proceed to the Congo, at the instance of a small foreign potentate. The Government sends for him, and tells him to proceed to Khartoum. Shortly afterwards a traveller sees him flying across the desert on a camel, for in advance of those who should have been his companions in that dangerous ride. The whole of England watched with breathless interest his disappearance into the desert; the entire English people go wild with acclaim the news of his safe entry into Khartoum. Certainly this was a thing without parallel, and not likely to be repeated, in history. The Government had placed its fortunes in the hands of one man, and, without scheme or without anything to compel submission, with nothing but personal character as a defence against treachery, had sent that man into a disturbed city in the centre of East Africa, to negotiate with savage hordes, and to rescue comrades from the rage of fanatic riot. What man ever inspired greater confidence in himself than this?: [638, 857, 786, 1442]
- paragraph: "I should think so," fiercely ejaculated Mr Gimblett.: [327, 1241, 475, 1261]
- paragraph: "One moment—Mortimer, Park Crescent," said Mr Gimblett, as he made a note upon his blotting-pad.: [16, 1201, 163, 1230]
- paragraph: "Quite right. Leave everything to me. Do you know, Miss Martha," said Mr Gimblett, becoming suddenly conscious of the fact that there's a reward offered which would be enough to furnish a cottage for a newly married couple.": [327, 1635, 475, 1712]
- paragraph: "A young person, did you say?" remarked Mr Gimblett.: [16, 253, 163, 273]
- paragraph: "'How much may I ask, sir? I assure you I am deeply interested in your misfortune.': [950, 965, 1098, 994]
- paragraph: Mollified by Mr Gimblett's hasty apology, the young woman proceeded to reveal what she knew in her terse, matter-of-fact language, which her companion listened to with increasing respect.: [16, 1899, 163, 1957]
- paragraph: "I knew it wasn't true," retorted the ex-detective, unable to conceal his resentment. "I have discovered the mystery about Mr Mortimer's little trip. I have had an interview with the lady.": [327, 839, 475, 897]
- paragraph: However, his self-esteem survived the shock, and half-an-hour later he sallied forth with his usual calm and confident air and manner, to make a few inquiries on his own account about Martha Chale and her story. The latter, so far as regarded the robbery, he found perfectly correct, nor did there seem any reason to doubt that the girl was perfectly innocent of the affair. The police were watching her, it is true, but this was chiefly owing to the instructions of Mrs Mortimer, and not because they had any grounds for suspecting her. As a matter of fact, the jewels had been taken in a manner which left absolutely no clue to the perpetrators of the theft. For his personal satisfaction, Mr Gimblett ascertained that Martha Chale bore an excellent character, and when out of a situation lived with her mother, a respectable woman, who had brought up a large family on her own exertions.: [171, 219, 319, 488]
- paragraph: "Who is she?" inquired Mr Gimblett.: [16, 153, 163, 173]
- paragraph: With the coming of December came Squire's award.: [483, 1678, 630, 1697]
- paragraph: Shortly after that, Mr Gimblett had to go over to Paris on business. "Missing papers found" was one of the announcements upon his professional prospectus, and this branch afforded him plenty of employment. The supposed elopement of a politician's wife with a sprightly groom's lieutenant was the cause of his visit to the French capital on this occasion, and in the course of his inquiries in connection with this thrilling case, he picked up a little piece of information which recalled Martha Chale vividly to his recollection. Perhaps, if the truth was known, her image suggested itself to his imagination rather frequently; for there is no denying that for the first time in his life Mr Gimblett found the gaieties of Paris decidedly depressing, and constantly recurred haunted resemblances between casual passers-by and a certain young woman who had impressed him so much with her cleverness.: [327, 171, 475, 440]
- section-divider: [351, 1943, 450, 1944]
- paragraph: "You are Mr Gimblett, I suppose?" said the visitor, taking possession of a chair, and drawing it up to the table. "My name is Martha Chale. My father used to be in the force with you.": [16, 594, 163, 652]
- paragraph: "The fact is I'm being watched by the police, and it's unpleasant," said Martha, abruptly.: [16, 926, 163, 955]
- article-columns: [12, 30, 1102, 2200]
- paragraph: "Pretty young women are dangerous in a house," interposed Mr Gimblett, gravely. But from the manner in which the commissionary speech was received, the ex-detective judged that he had better not have uttered it. Martha Chale paused and fixed her dark eyes upon him with an expression of contemptuous astonishment. For once in his life Mr Gimblett felt disconcerted, and became suddenly conscious of the fact that his hair was grey.: [16, 1446, 163, 1581]
- paragraph: Gerard gazed at the child, and then at Mr Venables, who seemed struck dumb as a statue.: [638, 438, 786, 467]
- paragraph: "'For myself, I am careless,' replied the man, 'but there is one who looks to me with eyes of quiet and still unchanged affection, though she knows I have brought her from a home of comfort to share the fate of an outcast and a beggar. I wished, for her sake, to become once more respectable, to leave a country where I am known, and to gain character, station, wealth—to all which she is so justly entitled—in a foreign land; but I have not a shilling in the world.': [950, 36, 1098, 170]
- paragraph: "'Pass on, pass on!' he said impatiently; 'I have no right to utter any complaints to you. Go home and thank God that a better spirit withheld me from my first intention when I heard you approach, or this might have been——' He suddenly paused.: [794, 1839, 942, 1916]
- paragraph: "It is in connection with the alleged robbery of jewels at your house," said Mr Gimblett, with startling abruptness, looking him straight in the face.: [171, 799, 319, 848]
- paragraph: In every line of his melancholy face was some disappointment.: [483, 1698, 630, 1717]
